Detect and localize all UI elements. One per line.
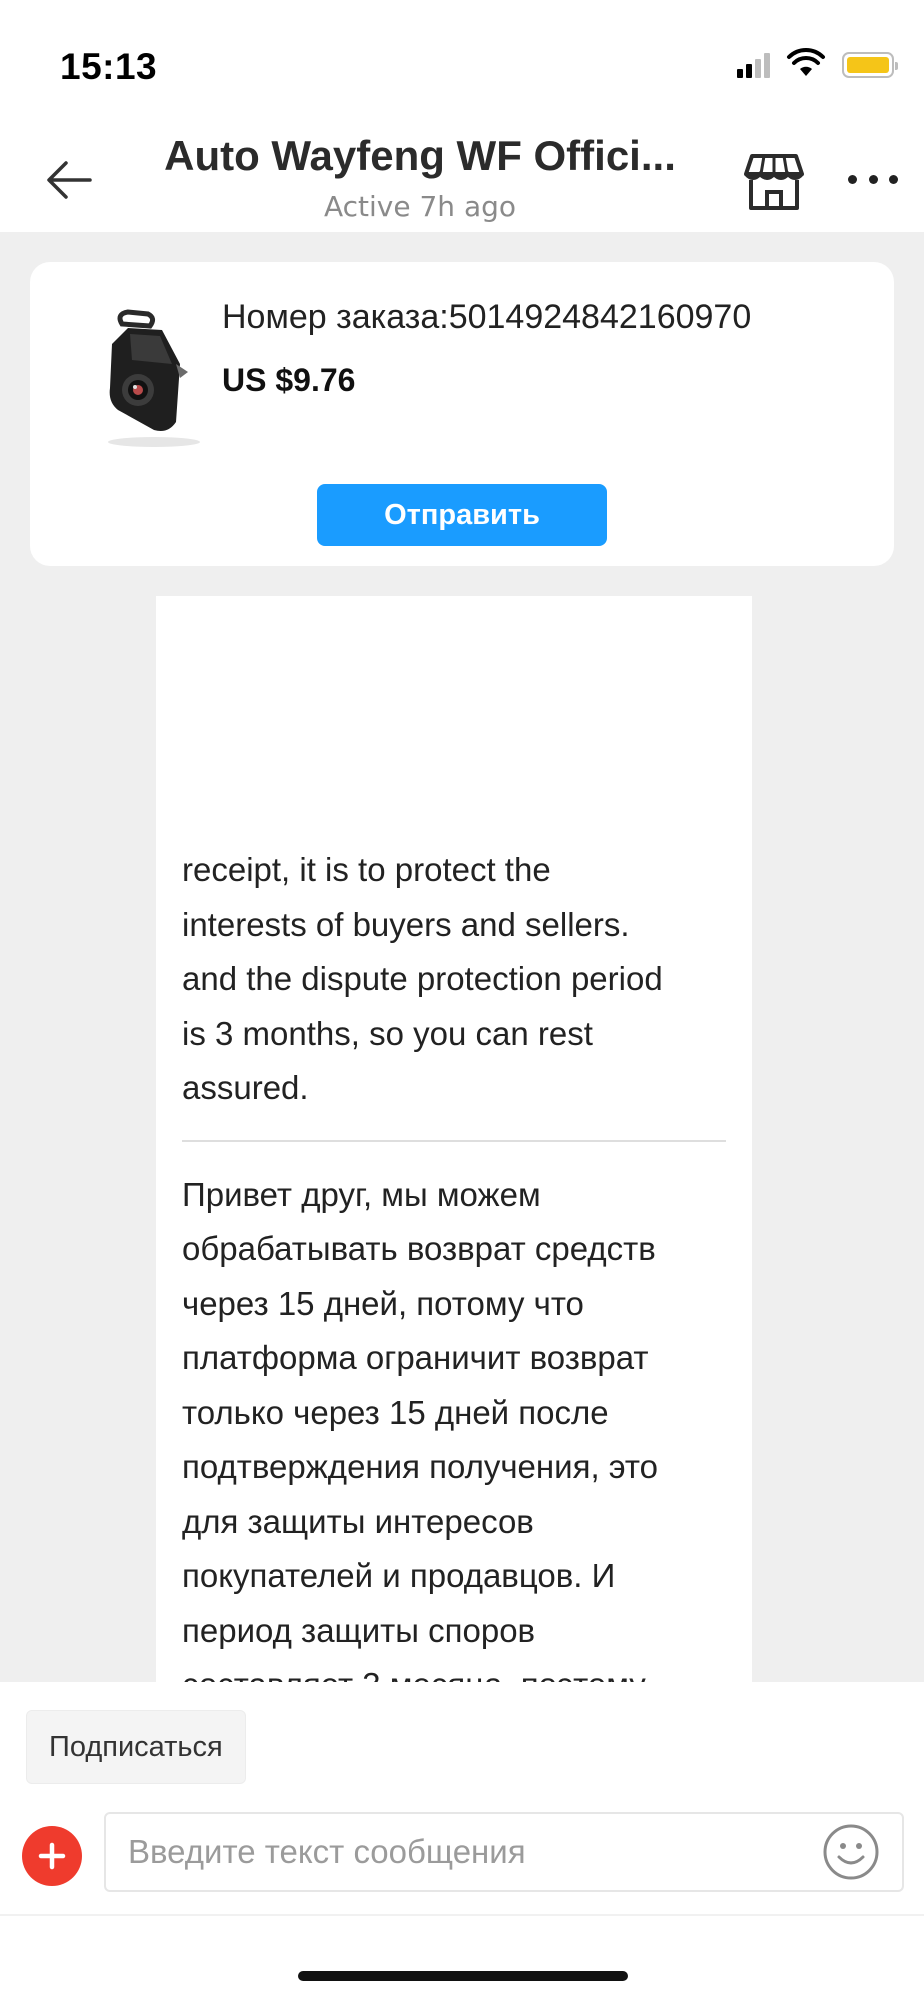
status-bar bbox=[0, 0, 924, 120]
message-line: Привет друг, мы можем bbox=[182, 1175, 541, 1213]
order-panel bbox=[0, 232, 924, 596]
message-bubble bbox=[156, 572, 752, 1830]
status-icons bbox=[737, 52, 894, 78]
order-card[interactable] bbox=[30, 262, 894, 566]
wifi-icon bbox=[788, 52, 824, 78]
chat-title: Auto Wayfeng WF Offici... bbox=[164, 132, 676, 179]
message-line: только через 15 дней после bbox=[182, 1393, 609, 1431]
message-line: обрабатывать возврат средств bbox=[182, 1230, 656, 1267]
message-line: подтверждения получения, это bbox=[182, 1448, 658, 1485]
message-line: is 3 months, so you can rest bbox=[182, 1014, 593, 1052]
back-arrow-icon bbox=[40, 150, 100, 210]
emoji-icon bbox=[822, 1823, 880, 1881]
chat-header bbox=[0, 120, 924, 232]
message-line: and the dispute protection period bbox=[182, 960, 663, 997]
more-button[interactable] bbox=[848, 164, 898, 194]
store-icon bbox=[742, 150, 806, 214]
active-status: Active 7h ago bbox=[323, 190, 517, 223]
message-line: для защиты интересов bbox=[182, 1502, 534, 1540]
send-order-button[interactable]: Отправить bbox=[317, 484, 607, 546]
message-text-ru bbox=[182, 1168, 726, 1768]
message-line: receipt, it is to protect the bbox=[182, 851, 551, 888]
store-button[interactable] bbox=[742, 150, 806, 214]
signal-icon bbox=[737, 52, 770, 78]
more-icon bbox=[848, 175, 857, 184]
input-row bbox=[0, 1812, 924, 1892]
order-number: Номер заказа:5014924842160970 bbox=[222, 298, 752, 336]
message-line: платформа ограничит возврат bbox=[182, 1339, 649, 1376]
message-divider bbox=[182, 1140, 726, 1142]
order-price: US $9.76 bbox=[222, 362, 356, 398]
message-line: через 15 дней, потому что bbox=[182, 1284, 584, 1322]
status-time: 15:13 bbox=[60, 46, 158, 87]
add-button[interactable] bbox=[22, 1826, 82, 1886]
bottom-divider bbox=[0, 1914, 924, 1916]
message-line: покупателей и продавцов. И bbox=[182, 1557, 616, 1594]
bottom-area bbox=[0, 1682, 924, 2000]
plus-icon bbox=[36, 1840, 68, 1872]
message-line: interests of buyers and sellers. bbox=[182, 905, 630, 943]
message-line: assured. bbox=[182, 1069, 309, 1106]
subscribe-button[interactable]: Подписаться bbox=[26, 1710, 246, 1784]
back-button[interactable] bbox=[40, 150, 100, 210]
product-image bbox=[72, 304, 220, 452]
message-line: период защиты споров bbox=[182, 1611, 536, 1649]
battery-icon bbox=[842, 52, 894, 78]
message-text-en bbox=[182, 572, 726, 1116]
home-indicator[interactable] bbox=[298, 1971, 628, 1981]
message-input[interactable] bbox=[104, 1812, 904, 1892]
emoji-button[interactable] bbox=[822, 1823, 880, 1881]
